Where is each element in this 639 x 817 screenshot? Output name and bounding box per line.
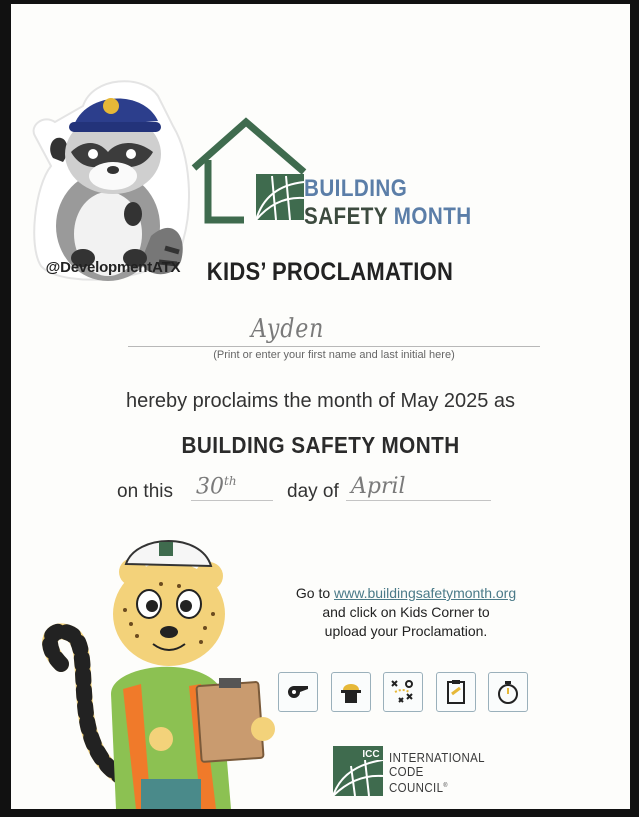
clipboard-icon [436,672,476,712]
icc-badge-text: ICC [362,749,380,760]
instructions-line2: and click on Kids Corner to [322,604,490,620]
plan-xo-icon [383,672,423,712]
handwritten-day [196,474,237,499]
proclamation-page [11,4,630,809]
day-number: 30 [196,474,224,500]
date-prefix: on this [117,481,173,502]
icc-logo-icon [333,746,383,796]
logo-text-safety: SAFETY [304,203,394,230]
cheetah-mascot [41,524,281,809]
logo-text-safety-month [304,204,472,230]
page-title-text: KIDS’ PROCLAMATION [206,258,453,286]
date-middle: day of [287,481,339,502]
whistle-icon [278,672,318,712]
icc-line3: COUNCIL® [389,781,448,796]
day-suffix: th [224,474,237,488]
icc-line2: CODE [389,765,424,779]
website-link[interactable]: www.buildingsafetymonth.org [334,585,517,601]
house-logo-icon [186,116,316,231]
icc-line3-text: COUNCIL [389,781,444,796]
handwritten-name: Ayden [251,314,325,344]
name-hint: (Print or enter your first name and last initial here) [213,349,455,361]
month-underline [346,500,491,501]
instructions-line3: upload your Proclamation. [324,623,488,639]
handwritten-month: April [351,474,406,499]
heading-text: BUILDING SAFETY MONTH [181,432,460,458]
go-to-text: Go to [295,585,335,601]
building-safety-month-heading [11,432,630,459]
name-underline [128,346,540,347]
instructions-line1 [256,584,556,603]
day-underline [191,500,273,501]
stopwatch-icon [488,672,528,712]
icc-name [389,751,493,795]
page-title [11,258,630,287]
icc-line1: INTERNATIONAL [389,751,485,765]
logo-text-building: BUILDING [304,175,408,202]
hardhat-worker-icon [331,672,371,712]
logo-text-month: MONTH [393,203,472,230]
proclaims-text: hereby proclaims the month of May 2025 as [125,390,516,412]
sticker-handle: @DevelopmentATX [45,259,181,276]
upload-instructions [256,584,556,641]
safety-icons-row [278,672,528,716]
